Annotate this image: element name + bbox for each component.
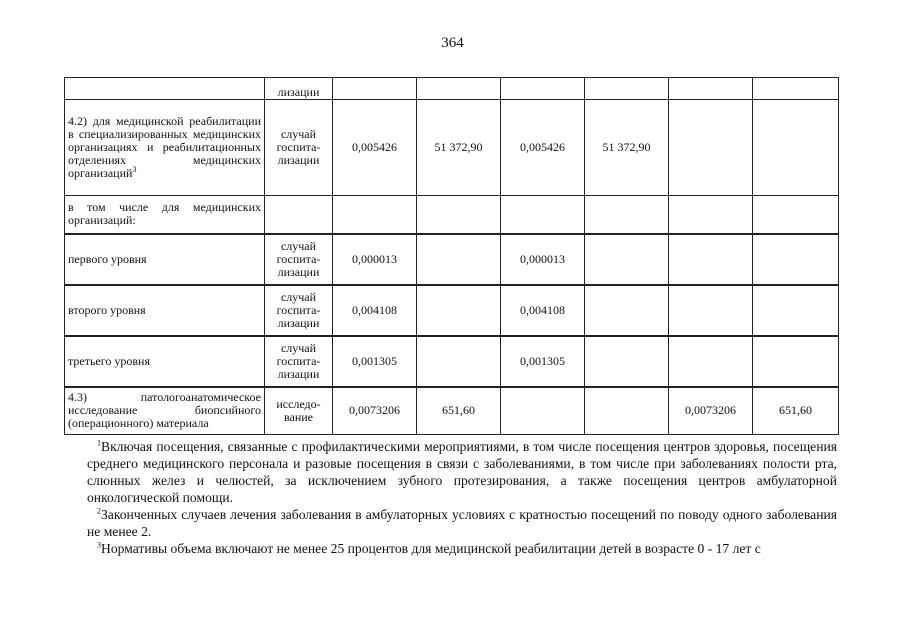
page-number: 364 — [441, 35, 464, 51]
value-cell: 0,001305 — [333, 336, 417, 387]
row-name-cell: первого уровня — [65, 234, 265, 285]
row-unit-cell: лизации — [265, 78, 333, 100]
value-cell: 0,005426 — [333, 100, 417, 196]
row-unit-cell: случай госпита-лизации — [265, 100, 333, 196]
value-cell — [417, 285, 501, 336]
footnotes — [87, 438, 837, 557]
row-name-cell: 4.3) патологоанатомическое исследование биопсийного (операционного) материала — [65, 387, 265, 435]
value-cell — [753, 234, 839, 285]
table-row — [65, 336, 839, 387]
value-cell: 0,000013 — [501, 234, 585, 285]
value-cell: 0,005426 — [501, 100, 585, 196]
footnote-mark: 3 — [97, 540, 101, 550]
value-cell — [669, 336, 753, 387]
value-cell — [585, 78, 669, 100]
value-cell — [333, 78, 417, 100]
table-row — [65, 196, 839, 234]
value-cell — [753, 336, 839, 387]
footnote — [87, 506, 837, 540]
value-cell — [753, 285, 839, 336]
value-cell: 51 372,90 — [417, 100, 501, 196]
row-name-cell: второго уровня — [65, 285, 265, 336]
value-cell — [417, 234, 501, 285]
value-cell — [585, 336, 669, 387]
footnote — [87, 438, 837, 506]
value-cell: 651,60 — [753, 387, 839, 435]
value-cell — [501, 387, 585, 435]
value-cell — [585, 285, 669, 336]
row-unit-cell: случай госпита-лизации — [265, 336, 333, 387]
value-cell — [501, 78, 585, 100]
table-row — [65, 78, 839, 100]
value-cell — [669, 285, 753, 336]
footnote-text: Законченных случаев лечения заболевания в амбулаторных условиях с кратностью посещений по поводу одного заболевания не менее 2. — [87, 507, 837, 539]
value-cell — [333, 196, 417, 234]
table-row — [65, 285, 839, 336]
row-name-cell — [65, 100, 265, 196]
row-name-cell: в том числе для медицинских организаций: — [65, 196, 265, 234]
value-cell: 0,000013 — [333, 234, 417, 285]
value-cell: 0,0073206 — [333, 387, 417, 435]
row-name-cell — [65, 78, 265, 100]
row-name-text: 4.2) для медицинской реабилитации в специализированных медицинских организациях и реабилитационных отделениях медицинских организаций — [68, 114, 261, 180]
table-row — [65, 234, 839, 285]
value-cell — [585, 234, 669, 285]
value-cell — [417, 336, 501, 387]
footnote-mark: 1 — [97, 438, 101, 448]
value-cell: 0,004108 — [501, 285, 585, 336]
footnote-mark: 3 — [132, 165, 137, 174]
value-cell — [669, 100, 753, 196]
row-name-cell: третьего уровня — [65, 336, 265, 387]
value-cell: 0,001305 — [501, 336, 585, 387]
value-cell: 0,004108 — [333, 285, 417, 336]
row-unit-cell — [265, 196, 333, 234]
value-cell — [585, 196, 669, 234]
footnote-text: Включая посещения, связанные с профилактическими мероприятиями, в том числе посещения центров здоровья, посещения среднего медицинского персонала и разовые посещения в связи с заболеваниями, в том числе при заболеваниях полости рта, слюнных желез и челюстей, за исключением зубного протезирования, а также посещения центров амбулаторной онкологической помощи. — [87, 439, 837, 505]
value-cell — [753, 78, 839, 100]
value-cell: 0,0073206 — [669, 387, 753, 435]
value-cell — [753, 100, 839, 196]
value-cell — [669, 78, 753, 100]
value-cell — [417, 196, 501, 234]
value-cell: 51 372,90 — [585, 100, 669, 196]
footnote — [87, 540, 837, 557]
footnote-mark: 2 — [97, 506, 101, 516]
value-cell — [417, 78, 501, 100]
row-unit-cell: случай госпита-лизации — [265, 285, 333, 336]
value-cell — [585, 387, 669, 435]
value-cell — [669, 234, 753, 285]
row-unit-cell: случай госпита-лизации — [265, 234, 333, 285]
table-row — [65, 100, 839, 196]
table-row — [65, 387, 839, 435]
value-cell — [501, 196, 585, 234]
value-cell — [669, 196, 753, 234]
footnote-text: Нормативы объема включают не менее 25 процентов для медицинской реабилитации детей в возрасте 0 - 17 лет с — [101, 541, 761, 556]
value-cell — [753, 196, 839, 234]
value-cell: 651,60 — [417, 387, 501, 435]
standards-table — [64, 77, 839, 435]
row-unit-cell: исследо-вание — [265, 387, 333, 435]
